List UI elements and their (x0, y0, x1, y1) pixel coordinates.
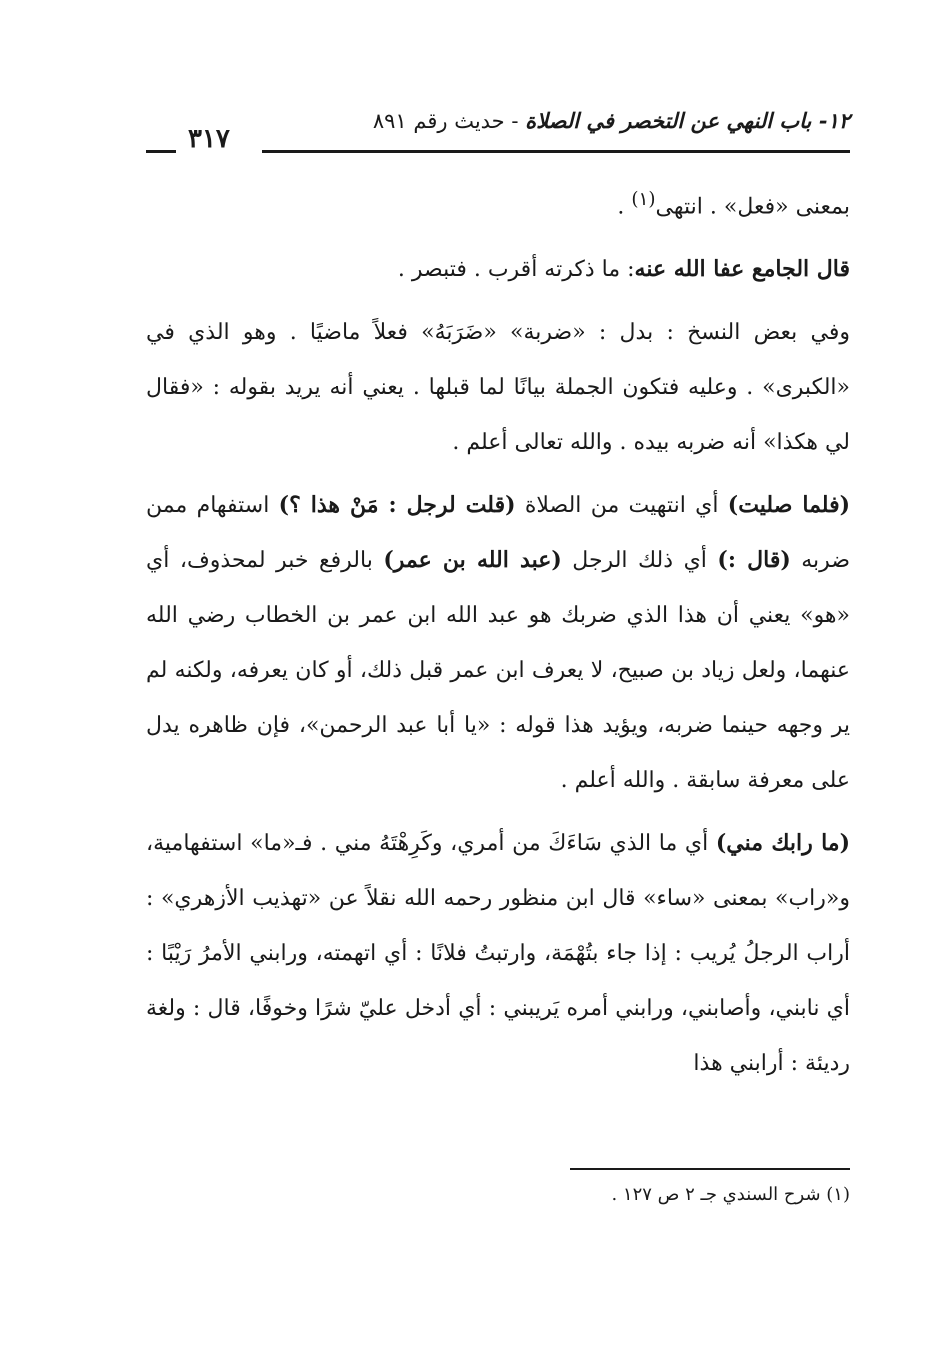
bold-run: (فلما صليت) (727, 492, 851, 519)
text-run: وفي بعض النسخ : بدل : «ضربة» «ضَرَبَهُ» فعلاً ماضيًا . وهو الذي في «الكبرى» . وعليه فتكون الجملة بيانًا لما قبلها . يعني أنه يريد بقوله : «فقال لي هكذا» أنه ضربه بيده . والله تعالى أعلم . (146, 320, 850, 456)
footnote: (١) شرح السندي جـ ٢ ص ١٢٧ . (611, 1184, 850, 1205)
text-run: استفهام ممن ضربه (146, 493, 850, 574)
hadith-number: - حديث رقم ٨٩١ (372, 109, 526, 133)
running-header (146, 108, 850, 152)
bold-run: (عبد الله بن عمر) (383, 547, 562, 574)
bold-run: (قال :) (717, 547, 791, 574)
bold-run: (قلت لرجل : مَنْ هذا ؟) (278, 492, 516, 519)
chapter-title-main: ١٢- باب النهي عن التخصر في الصلاة (525, 108, 850, 133)
text-run: : ما ذكرته أقرب . فتبصر . (397, 257, 635, 283)
main-text (146, 172, 850, 1091)
bold-run: قال الجامع عفا الله عنه (634, 256, 850, 283)
paragraph (146, 172, 850, 234)
paragraph (146, 816, 850, 1091)
page-number: ٣١٧ (188, 124, 230, 154)
paragraph (146, 305, 850, 470)
bold-run: (ما رابك مني) (715, 830, 850, 857)
text-run: بمعنى «فعل» . انتهى (655, 194, 850, 220)
header-dash (146, 150, 176, 153)
paragraph (146, 242, 850, 297)
text-run: أي ما الذي سَاءَكَ من أمري، وكَرِهْتَهُ مني . فـ«ما» استفهامية، و«راب» بمعنى «ساء» قال ابن منظور رحمه الله نقلاً عن «تهذيب الأزهري» : أراب الرجلُ يُريب : إذا جاء بتُهْمَة، وارتبتُ فلانًا : أي اتهمته، ورابني الأمرُ رَيْبًا : أي نابني، وأصابني، ورابني أمره يَريبني : أي أدخل عليّ شرًا وخوفًا، قال : ولغة رديئة : أرابني هذا (146, 831, 850, 1077)
paragraph (146, 478, 850, 808)
chapter-title (373, 108, 850, 133)
footnote-rule (570, 1168, 850, 1170)
text-run: أي ذلك الرجل (561, 548, 718, 574)
text-run: بالرفع خبر لمحذوف، أي «هو» يعني أن هذا الذي ضربك هو عبد الله ابن عمر بن الخطاب رضي الله عنهما، ولعل زياد بن صبيح، لا يعرف ابن عمر قبل ذلك، أو كان يعرفه، ولكنه لم ير وجهه حينما ضربه، ويؤيد هذا قوله : «يا أبا عبد الرحمن»، فإن ظاهره يدل على معرفة سابقة . والله أعلم . (146, 548, 850, 794)
footnote-marker: (١) (631, 189, 656, 210)
header-rule (262, 150, 850, 153)
text-run: أي انتهيت من الصلاة (515, 493, 728, 519)
text-run: . (617, 194, 632, 220)
